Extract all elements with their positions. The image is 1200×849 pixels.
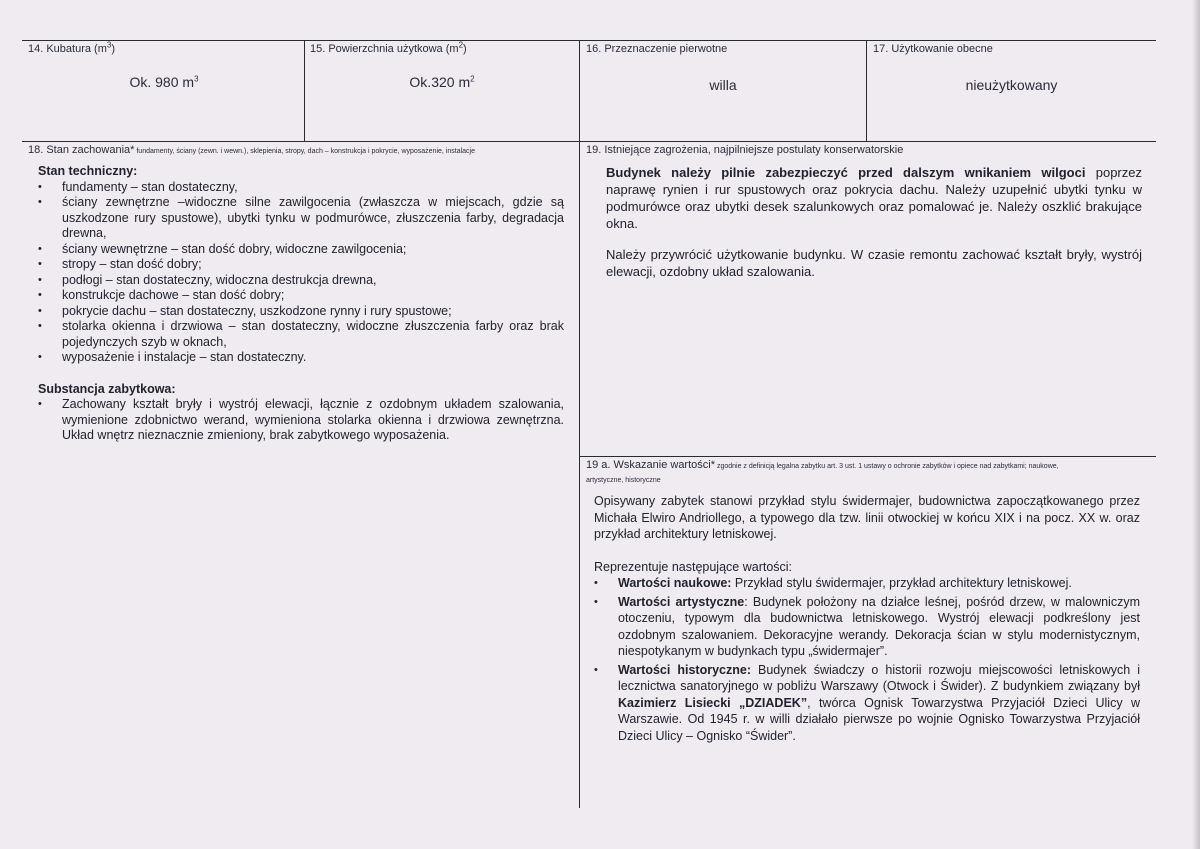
list-item: • ściany zewnętrzne –widoczne silne zawilgocenia (zwłaszcza w miejscach, gdzie są uszkodzone rury spustowe), ubytki tynku w podmurówce, złuszczenia farby, degradacja drewna, — [62, 195, 564, 242]
stan-techniczny-list — [38, 180, 564, 366]
wartosci-intro: Opisywany zabytek stanowi przykład stylu świdermajer, budownictwa zapoczątkowanego przez Michała Elwiro Andriollego, a typowego dla tzw. linii otwockiej w końcu XIX i na pocz. XX w. oraz przykład architektury letniskowej. — [594, 494, 1140, 541]
przeznaczenie-label: 16. Przeznaczenie pierwotne — [586, 43, 728, 55]
list-item: • Wartości naukowe: Przykład stylu świdermajer, przykład architektury letniskowej. — [618, 575, 1140, 592]
top-border — [22, 40, 1156, 41]
row1-divider — [22, 141, 1156, 142]
wartosci-content — [594, 493, 1140, 746]
list-item: • ściany wewnętrzne – stan dość dobry, widoczne zawilgocenia; — [62, 242, 564, 258]
col-divider-1 — [304, 40, 305, 141]
list-item: • fundamenty – stan dostateczny, — [62, 180, 564, 196]
list-item: • podłogi – stan dostateczny, widoczna destrukcja drewna, — [62, 273, 564, 289]
stan-techniczny-title: Stan techniczny: — [38, 164, 138, 178]
row19a-divider — [579, 456, 1156, 457]
uzytkowanie-label: 17. Użytkowanie obecne — [873, 43, 993, 55]
list-item: • pokrycie dachu – stan dostateczny, uszkodzone rynny i rury spustowe; — [62, 304, 564, 320]
stan-zachowania-label: 18. Stan zachowania* fundamenty, ściany (zewn. i wewn.), sklepienia, stropy, dach – konstrukcja i pokrycie, wyposażenie, instalacje — [28, 144, 475, 156]
list-item: • wyposażenie i instalacje – stan dostateczny. — [62, 350, 564, 366]
list-item: • konstrukcje dachowe – stan dość dobry; — [62, 288, 564, 304]
substancja-zabytkowa-list — [38, 397, 564, 444]
list-item: • Wartości historyczne: Budynek świadczy o historii rozwoju miejscowości letniskowych i lecznictwa sanatoryjnego w pobliżu Warszawy (Otwock i Świder). Z budynkiem związany był Kazimierz Lisiecki „DZIADEK”, twórca Ognisk Towarzystwa Przyjaciół Dzieci Ulicy w Warszawie. Od 1945 r. w willi działało pierwsze po wojnie Ognisko Towarzystwa Przyjaciół Dzieci Ulicy – Ognisko “Świder”. — [618, 662, 1140, 745]
stan-zachowania-content — [38, 164, 564, 444]
list-item: • Zachowany kształt bryły i wystrój elewacji, łącznie z ozdobnym układem szalowania, wymienione zdobnictwo werand, wymieniona stolarka okienna i drzwiowa zewnętrzna. Układ wnętrz nieznacznie zmieniony, brak zabytkowego wyposażenia. — [62, 397, 564, 444]
list-item: • stropy – stan dość dobry; — [62, 257, 564, 273]
kubatura-label: 14. Kubatura $(m^3)$ — [28, 40, 115, 55]
powierzchnia-label: 15. Powierzchnia użytkowa $(m^2)$ — [310, 40, 467, 55]
powierzchnia-value: Ok.320 $m^2$ — [409, 74, 475, 90]
list-item: • Wartości artystyczne: Budynek położony na działce leśnej, pośród drzew, w malowniczym otoczeniu, typowym dla budownictwa letniskowego. Wystrój elewacji podkreślony jest ozdobnym szalowaniem. Dekoracyjne werandy. Dekoracja ścian w stylu modernistycznym, niespotykanym w budynkach typu „świdermajer”. — [618, 594, 1140, 660]
zagrozenia-paragraph-2: Należy przywrócić użytkowanie budynku. W czasie remontu zachować kształt bryły, wystrój elewacji, ozdobny układ szalowania. — [606, 247, 1142, 279]
list-item: • stolarka okienna i drzwiowa – stan dostateczny, widoczne złuszczenia farby oraz brak pojedynczych szyb w oknach, — [62, 319, 564, 350]
substancja-zabytkowa-title: Substancja zabytkowa: — [38, 381, 176, 396]
wartosci-label: 19 a. Wskazanie wartości* zgodnie z definicją legalna zabytku art. 3 ust. 1 ustawy o ochronie zabytków i opiece nad zabytkami; naukowe, artystyczne, historyczne — [586, 459, 1059, 484]
zagrozenia-content — [606, 164, 1142, 280]
zagrozenia-label: 19. Istniejące zagrożenia, najpilniejsze postulaty konserwatorskie — [586, 144, 904, 156]
uzytkowanie-value: nieużytkowany — [965, 77, 1058, 93]
wartosci-list — [594, 575, 1140, 744]
kubatura-value: Ok. 980 $m^3$ — [129, 74, 199, 90]
col-divider-2 — [579, 40, 580, 808]
zagrozenia-paragraph-1: Budynek należy pilnie zabezpieczyć przed dalszym wnikaniem wilgoci poprzez naprawę rynien i rur spustowych oraz pokrycia dachu. Należy uzupełnić ubytki tynku w podmurówce oraz ubytki desek szalunkowych oraz pomalować je. Należy oszklić brakujące okna. — [606, 165, 1142, 231]
wartosci-repr: Reprezentuje następujące wartości: — [594, 559, 793, 574]
page-edge-shadow — [1192, 0, 1200, 849]
przeznaczenie-value: willa — [709, 77, 737, 93]
